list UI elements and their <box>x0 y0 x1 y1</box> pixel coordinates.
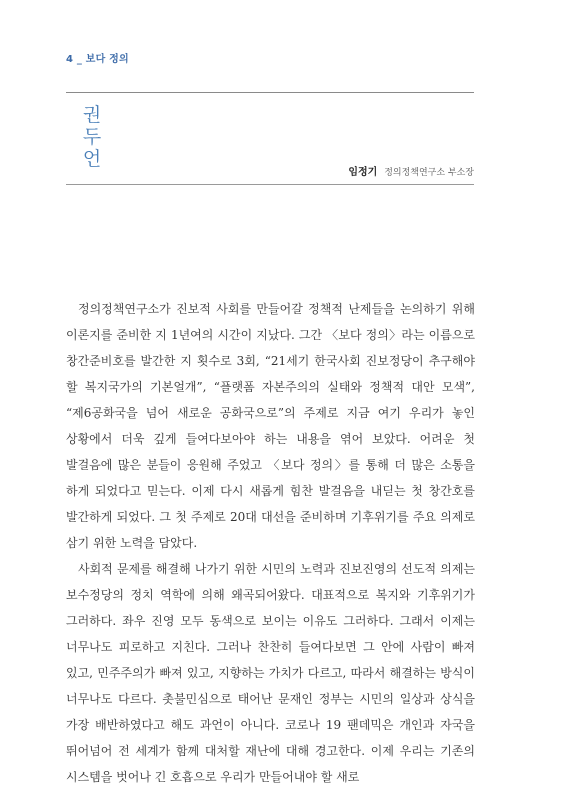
article-title-char: 두 <box>82 126 102 148</box>
top-divider <box>66 92 474 93</box>
author-byline <box>348 163 474 178</box>
body-paragraph: 사회적 문제를 해결해 나가기 위한 시민의 노력과 진보진영의 선도적 의제는 보수정당의 정치 역학에 의해 왜곡되어왔다. 대표적으로 복지와 기후위기가 그러하다. 좌우 진영 모두 동색으로 보이는 이유도 그러하다. 그래서 이제는 너무나도 피로하고 지친다. 그러나 찬찬히 들여다보면 그 안에 사람이 빠져 있고, 민주주의가 빠져 있고, 지향하는 가치가 다르고, 따라서 해결하는 방식이 너무나도 다르다. 촛불민심으로 태어난 문재인 정부는 시민의 일상과 상식을 가장 배반하였다고 해도 과언이 아니다. 코로나 19 팬데믹은 개인과 자국을 뛰어넘어 전 세계가 함께 대처할 재난에 대해 경고한다. 이제 우리는 기존의 시스템을 벗어나 긴 호흡으로 우리가 만들어내야 할 새로 <box>66 562 475 784</box>
running-head: 4 _ 보다 정의 <box>66 54 129 65</box>
article-title-char: 언 <box>82 148 102 170</box>
body-paragraph: 정의정책연구소가 진보적 사회를 만들어갈 정책적 난제들을 논의하기 위해 이론지를 준비한 지 1년여의 시간이 지났다. 그간 〈보다 정의〉라는 이름으로 창간준비호를 발간한 지 횟수로 3회, “21세기 한국사회 진보정당이 추구해야 할 복지국가의 기본얼개”, “플랫폼 자본주의의 실태와 정책적 대안 모색”, “제6공화국을 넘어 새로운 공화국으로”의 주제로 지금 여기 우리가 놓인 상황에서 더욱 깊게 들여다보아야 하는 내용을 엮어 보았다. 어려운 첫 발걸음에 많은 분들이 응원해 주었고 〈보다 정의〉를 통해 더 많은 소통을 하게 되었다고 믿는다. 이제 다시 새롭게 힘찬 발걸음을 내딛는 첫 창간호를 발간하게 되었다. 그 첫 주제로 20대 대선을 준비하며 기후위기를 주요 의제로 삼기 위한 노력을 담았다. <box>66 302 475 550</box>
article-body <box>66 296 475 790</box>
author-name: 임정기 <box>348 167 378 178</box>
header-bottom-divider <box>66 184 474 185</box>
author-affiliation: 정의정책연구소 부소장 <box>384 168 474 178</box>
article-title <box>81 104 103 170</box>
article-title-char: 권 <box>82 104 102 126</box>
